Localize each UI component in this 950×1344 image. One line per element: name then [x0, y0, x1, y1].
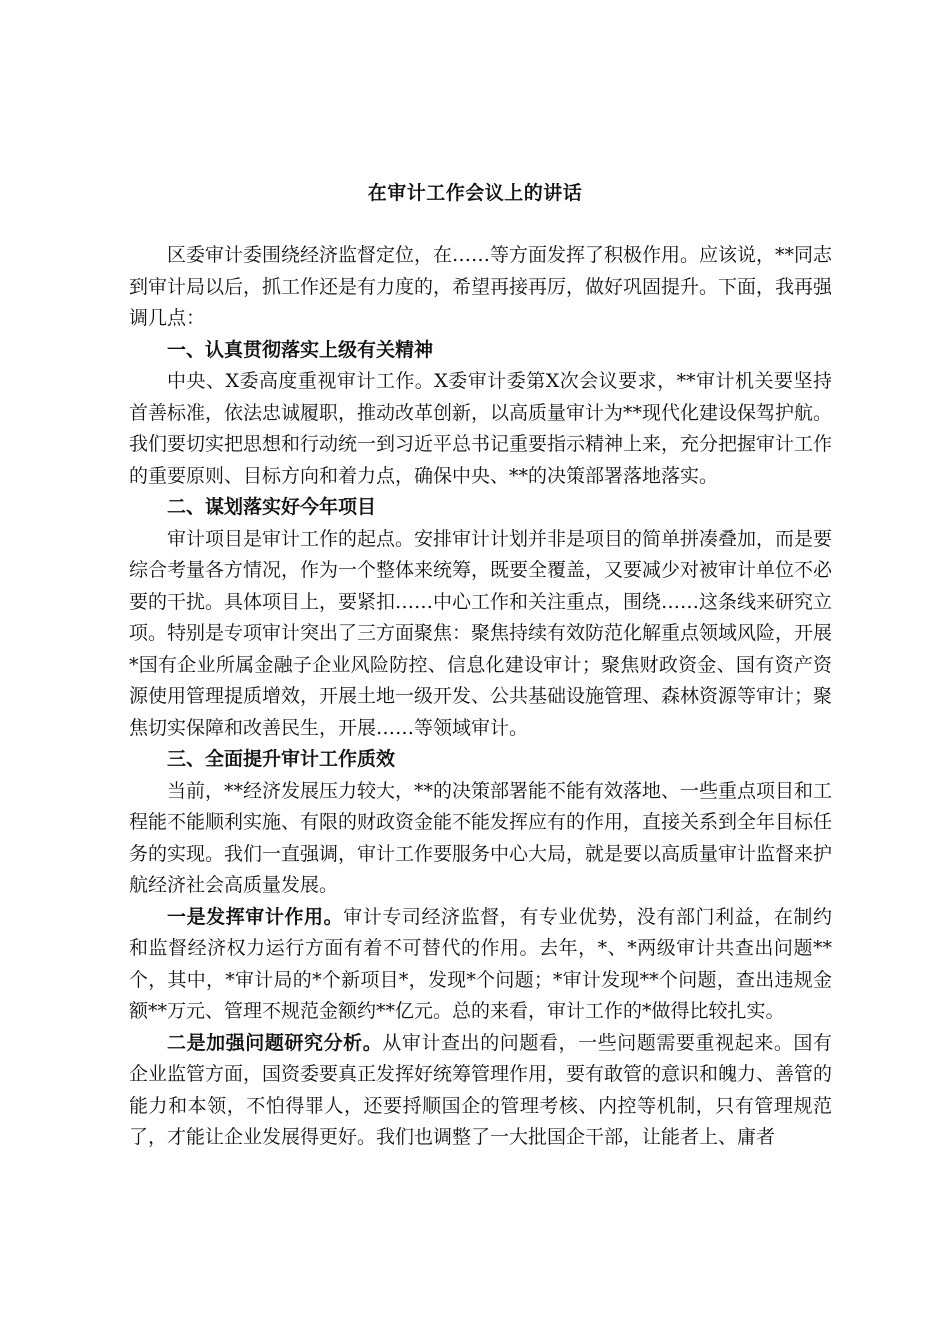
point-text-1: 审计专司经济监督，有专业优势，没有部门利益，在制约和监督经济权力运行方面有着不可替代的作用。去年，*、*两级审计共查出问题**个，其中，*审计局的*个新项目*，发现*个问题；*审计发现**个问题，查出违规金额**万元、管理不规范金额约**亿元。总的来看，审计工作的*做得比较扎实。: [129, 905, 832, 1022]
section-heading-2: 二、谋划落实好今年项目: [167, 496, 377, 518]
point-text-2: 从审计查出的问题看，一些问题需要重视起来。国有企业监管方面，国资委要真正发挥好统筹管理作用，要有敢管的意识和魄力、善管的能力和本领，不怕得罪人，还要捋顺国企的管理考核、内控等机制，只有管理规范了，才能让企业发展得更好。我们也调整了一大批国企干部，让能者上、庸者: [129, 1031, 833, 1148]
intro-paragraph: 区委审计委围绕经济监督定位，在……等方面发挥了积极作用。应该说，**同志到审计局以后，抓工作还是有力度的，希望再接再厉，做好巩固提升。下面，我再强调几点：: [129, 244, 833, 329]
section-paragraph-2: 审计项目是审计工作的起点。安排审计计划并非是项目的简单拼凑叠加，而是要综合考量各方情况，作为一个整体来统筹，既要全覆盖，又要减少对被审计单位不必要的干扰。具体项目上，要紧扣……中心工作和关注重点，围绕……这条线来研究立项。特别是专项审计突出了三方面聚焦：聚焦持续有效防范化解重点领域风险，开展*国有企业所属金融子企业风险防控、信息化建设审计；聚焦财政资金、国有资产资源使用管理提质增效，开展土地一级开发、公共基础设施管理、森林资源等审计；聚焦切实保障和改善民生，开展……等领域审计。: [129, 527, 833, 739]
section-paragraph-3: 当前，**经济发展压力较大，**的决策部署能不能有效落地、一些重点项目和工程能不能顺利实施、有限的财政资金能不能发挥应有的作用，直接关系到全年目标任务的实现。我们一直强调，审计工作要服务中心大局，就是要以高质量审计监督来护航经济社会高质量发展。: [129, 779, 833, 896]
point-paragraph-2: [129, 1028, 832, 1154]
point-paragraph-1: [129, 902, 832, 1028]
section-heading-1: 一、认真贯彻落实上级有关精神: [167, 338, 434, 361]
section-heading-3: 三、全面提升审计工作质效: [167, 748, 396, 770]
document-title: 在审计工作会议上的讲话: [367, 182, 583, 204]
point-lead-2: 二是加强问题研究分析。: [167, 1031, 383, 1054]
section-paragraph-1: 中央、X委高度重视审计工作。X委审计委第X次会议要求，**审计机关要坚持首善标准，依法忠诚履职，推动改革创新，以高质量审计为**现代化建设保驾护航。我们要切实把思想和行动统一到习近平总书记重要指示精神上来，充分把握审计工作的重要原则、目标方向和着力点，确保中央、**的决策部署落地落实。: [129, 370, 833, 487]
document-body: [129, 240, 832, 1154]
point-lead-1: 一是发挥审计作用。: [167, 905, 344, 928]
